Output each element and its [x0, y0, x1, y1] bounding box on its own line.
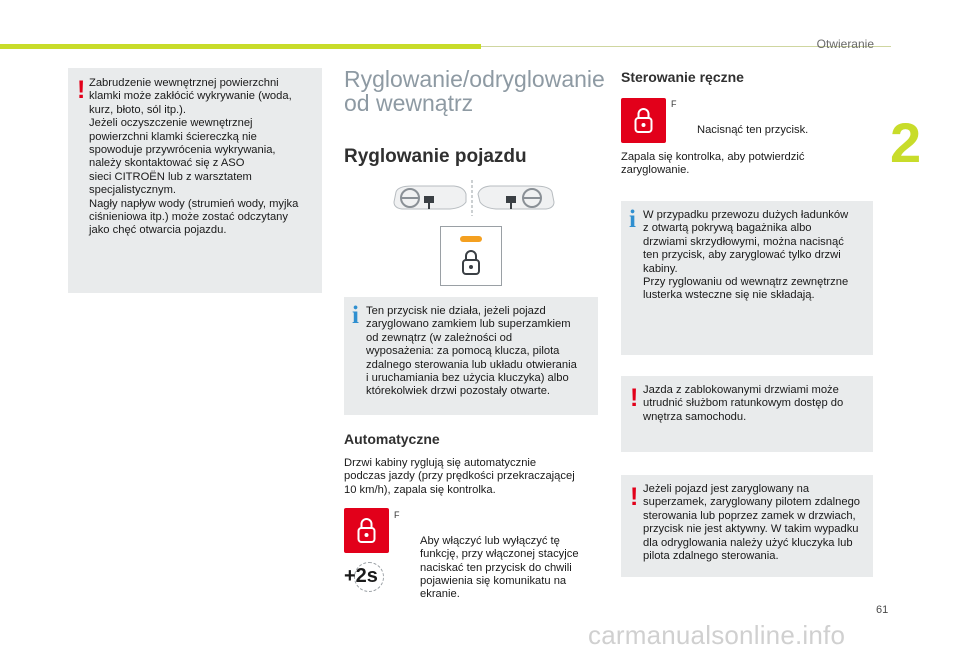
manual-confirmation-text: Zapala się kontrolka, aby potwierdzić zaryglowanie.	[621, 151, 805, 177]
lock-icon	[462, 249, 480, 275]
dashboard-illustration	[390, 178, 558, 218]
chapter-number: 2	[890, 111, 922, 174]
lock-button-red	[344, 508, 389, 553]
central-lock-button	[440, 226, 502, 286]
info-icon: i	[352, 302, 359, 329]
middle-info-text: Ten przycisk nie działa, jeżeli pojazd zaryglowano zamkiem lub superzamkiem od zewnątrz (w zależności od wyposażenia: za pomocą klucza, pilota zdalnego sterowania lub układu otwierania i uruchamiania bez użycia kluczyka) albo którekolwiek drzwi pozostały otwarte.	[366, 305, 577, 398]
automatic-text: Drzwi kabiny ryglują się automatycznie podczas jazdy (przy prędkości przekraczającej 10 km/h), zapala się kontrolka.	[344, 457, 575, 496]
manual-bullet-text: Nacisnąć ten przycisk.	[697, 123, 809, 136]
lock-button-red	[621, 98, 666, 143]
heading-manual-control: Sterowanie ręczne	[621, 69, 744, 85]
lock-icon	[634, 106, 653, 134]
warning-icon: !	[630, 384, 639, 412]
middle-info-box	[344, 297, 598, 415]
watermark: carmanualsonline.info	[588, 620, 846, 649]
right-warning-box-2	[621, 475, 873, 577]
page-title: Ryglowanie/odryglowanie od wewnątrz	[344, 66, 605, 116]
hold-duration-label: +2s	[344, 562, 386, 592]
manual-bullet	[671, 97, 877, 137]
warning-icon: !	[630, 483, 639, 511]
section-title: Otwieranie	[816, 37, 874, 51]
bullet-mark: F	[671, 99, 677, 109]
automatic-bullet	[394, 508, 600, 602]
right-warning-text-1: Jazda z zablokowanymi drzwiami może utrudnić służbom ratunkowym dostęp do wnętrza samochodu.	[643, 384, 844, 423]
heading-automatic: Automatyczne	[344, 431, 440, 447]
right-info-box	[621, 201, 873, 355]
bullet-mark: F	[394, 510, 400, 520]
right-warning-box-1	[621, 376, 873, 452]
page-number: 61	[876, 604, 889, 616]
left-warning-text: Zabrudzenie wewnętrznej powierzchni klamki może zakłócić wykrywanie (woda, kurz, błoto, sól itp.). Jeżeli oczyszczenie wewnętrznej powierzchni klamki ściereczką nie spowoduje przywrócenia wykrywania, należy skontaktować się z ASO sieci CITROËN lub z warsztatem specjalistycznym. Nagły napływ wody (strumień wody, myjka ciśnieniowa itp.) może zostać odczytany jako chęć otwarcia pojazdu.	[89, 77, 299, 237]
automatic-bullet-text: Aby włączyć lub wyłączyć tę funkcję, przy włączonej stacyjce naciskać ten przycisk do chwili pojawienia się komunikatu na ekranie.	[420, 534, 579, 601]
left-warning-box	[68, 68, 322, 293]
info-icon: i	[629, 206, 636, 233]
indicator-lamp-icon	[460, 236, 482, 242]
lock-icon	[357, 516, 376, 544]
right-warning-text-2: Jeżeli pojazd jest zaryglowany na superzamek, zaryglowany pilotem zdalnego sterowania lub poprzez zamek w drzwiach, przycisk nie jest aktywny. W takim wypadku dla odryglowania należy użyć kluczyka lub pilota zdalnego sterowania.	[643, 483, 861, 563]
right-info-text: W przypadku przewozu dużych ładunków z otwartą pokrywą bagażnika albo drzwiami skrzydłowymi, można nacisnąć ten przycisk, aby zaryglować tylko drzwi kabiny. Przy ryglowaniu od wewnątrz zewnętrzne lusterka wsteczne się nie składają.	[643, 209, 849, 302]
heading-locking-vehicle: Ryglowanie pojazdu	[344, 146, 527, 167]
header-accent-bar	[0, 44, 481, 49]
warning-icon: !	[77, 76, 86, 104]
